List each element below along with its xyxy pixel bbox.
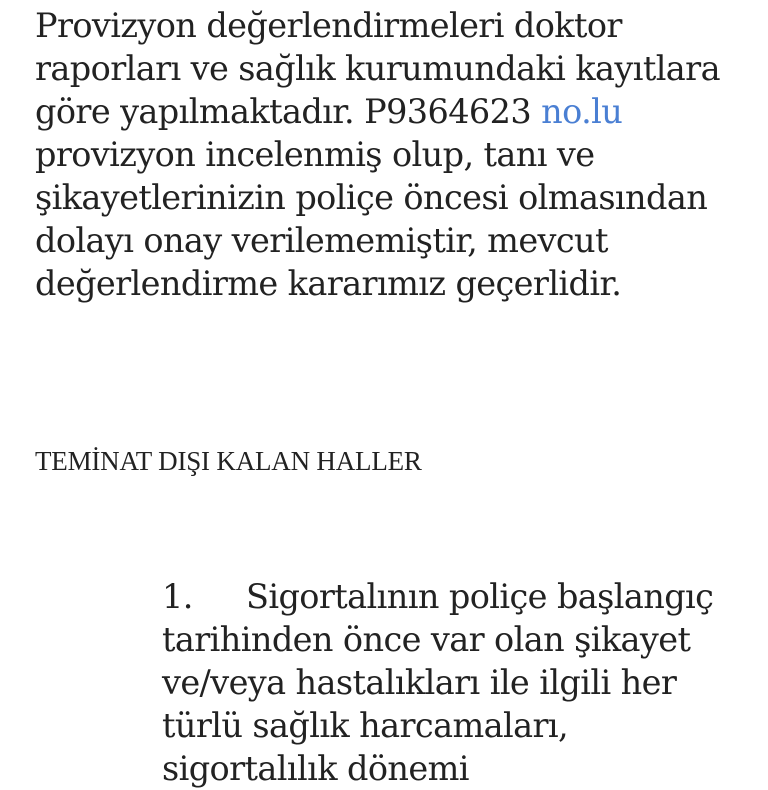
list-item-text: Sigortalının poliçe başlangıç tarihinden önce var olan şikayet ve/veya hastalıkları ile ilgili her türlü sağlık harcamaları, sigortalılık dönemi: [162, 577, 714, 788]
list-item: [162, 575, 752, 790]
list-item-number: 1.: [162, 577, 193, 616]
section-heading: TEMİNAT DIŞI KALAN HALLER: [35, 446, 422, 476]
provision-number-link[interactable]: no.lu: [541, 92, 623, 131]
paragraph-text-after-link: provizyon incelenmiş olup, tanı ve şikayetlerinizin poliçe öncesi olmasından dolayı onay verilememiştir, mevcut değerlendirme kararımız geçerlidir.: [35, 135, 708, 303]
paragraph-text-before-link: Provizyon değerlendirmeleri doktor raporları ve sağlık kurumundaki kayıtlara göre yapılmaktadır. P9364623: [35, 6, 720, 131]
provision-paragraph: [35, 4, 750, 305]
